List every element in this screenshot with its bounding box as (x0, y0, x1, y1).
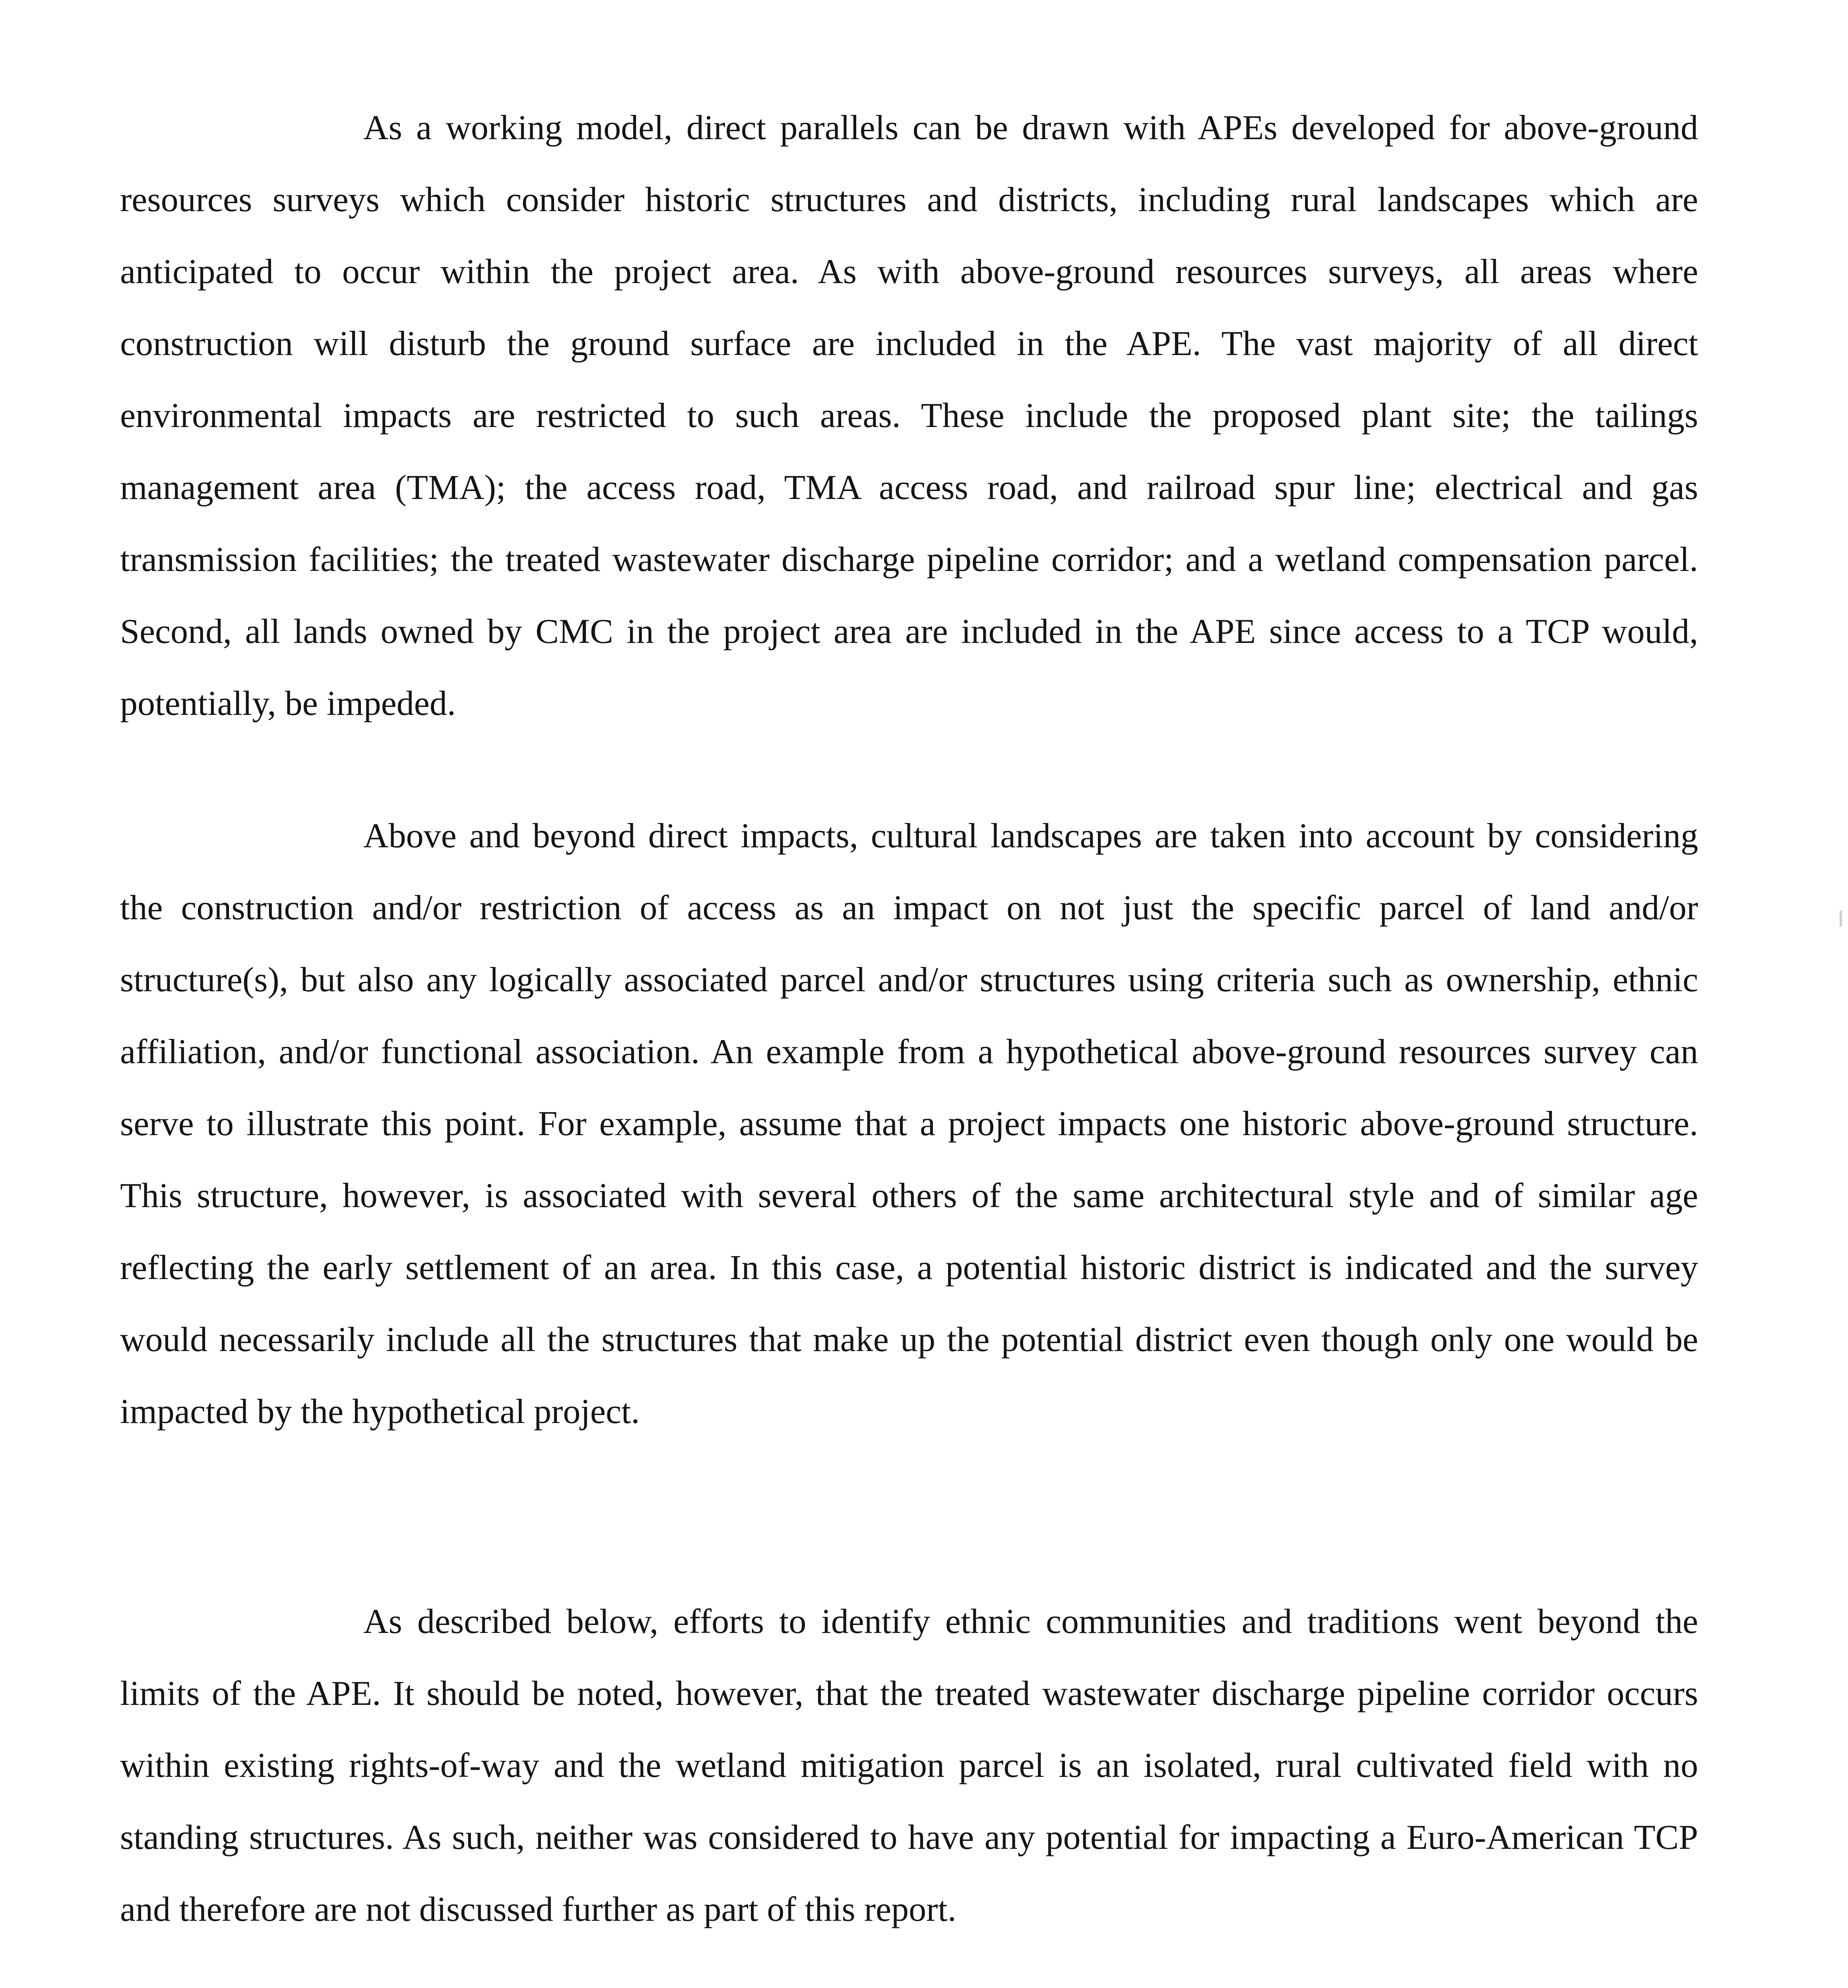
paragraph-ape-working-model: As a working model, direct parallels can be drawn with APEs developed for above-ground resources surveys which consider historic structures and districts, including rural landscapes which are anticipated to occur within the project area. As with above-ground resources surveys, all areas where construction will disturb the ground surface are included in the APE. The vast majority of all direct environmental impacts are restricted to such areas. These include the proposed plant site; the tailings management area (TMA); the access road, TMA access road, and railroad spur line; electrical and gas transmission facilities; the treated wastewater discharge pipeline corridor; and a wetland compensation parcel. Second, all lands owned by CMC in the project area are included in the APE since access to a TCP would, potentially, be impeded. (120, 109, 1698, 723)
scan-edge-mark (1840, 911, 1842, 926)
paragraph-ape-limits: As described below, efforts to identify ethnic communities and traditions went beyond the limits of the APE. It should be noted, however, that the treated wastewater discharge pipeline corridor occurs within existing rights-of-way and the wetland mitigation parcel is an isolated, rural cultivated field with no standing structures. As such, neither was considered to have any potential for impacting a Euro-American TCP and therefore are not discussed further as part of this report. (120, 1602, 1698, 1929)
paragraph-cultural-landscapes: Above and beyond direct impacts, cultural landscapes are taken into account by considering the construction and/or restriction of access as an impact on not just the specific parcel of land and/or structure(s), but also any logically associated parcel and/or structures using criteria such as ownership, ethnic affiliation, and/or functional association. An example from a hypothetical above-ground resources survey can serve to illustrate this point. For example, assume that a project impacts one historic above-ground structure. This structure, however, is associated with several others of the same architectural style and of similar age reflecting the early settlement of an area. In this case, a potential historic district is indicated and the survey would necessarily include all the structures that make up the potential district even though only one would be impacted by the hypothetical project. (120, 817, 1698, 1431)
